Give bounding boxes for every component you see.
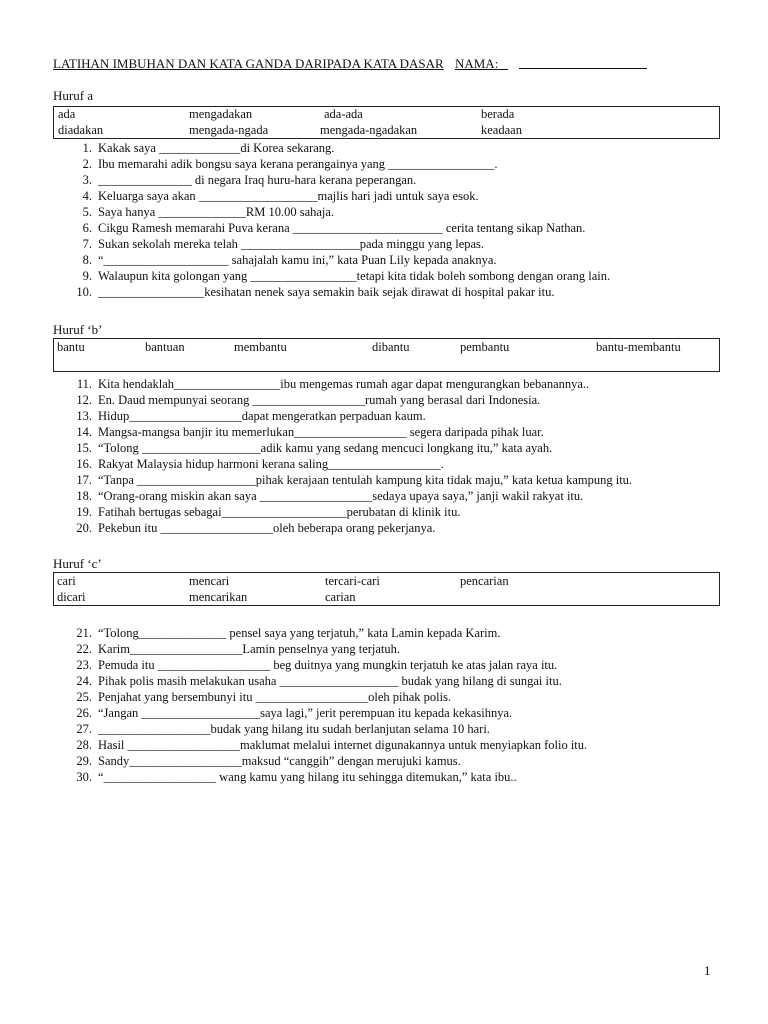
question-text: Rakyat Malaysia hidup harmoni kerana saling__________________. [98,457,444,471]
question-item [62,156,610,172]
question-text: “Tolong ___________________adik kamu yang sedang mencuci longkang itu,” kata ayah. [98,441,553,455]
question-item [62,673,587,689]
word-box-item: mengada-ngada [189,123,269,137]
question-number: 3. [82,173,92,187]
question-item [62,204,610,220]
question-number: 30. [76,770,92,784]
question-text: Kita hendaklah_________________ibu mengemas rumah agar dapat mengurangkan bebanannya.. [98,377,590,391]
section-b-title: Huruf ‘b’ [53,322,103,337]
word-box-item: diadakan [58,123,104,137]
question-number: 12. [76,393,92,407]
question-text: Sukan sekolah mereka telah ___________________pada minggu yang lepas. [98,237,485,251]
question-number: 21. [76,626,92,640]
question-text: “____________________ sahajalah kamu ini,” kata Puan Lily kepada anaknya. [98,253,497,267]
question-item [62,721,587,737]
question-item [62,641,587,657]
question-number: 7. [82,237,92,251]
word-box-item: ada [58,107,76,121]
word-box-item: tercari-cari [325,574,380,588]
question-item [62,689,587,705]
question-text: “Orang-orang miskin akan saya __________________sedaya upaya saya,” janji wakil rakyat itu. [98,489,584,503]
section-b-word-box [53,338,720,372]
question-item [62,488,632,504]
word-box-item: mencarikan [189,590,248,604]
question-number: 18. [76,489,92,503]
question-item [62,376,632,392]
question-item [62,424,632,440]
question-text: Karim__________________Lamin penselnya yang terjatuh. [98,642,401,656]
question-text: Cikgu Ramesh memarahi Puva kerana ________________________ cerita tentang sikap Nathan. [98,221,586,235]
question-number: 23. [76,658,92,672]
question-text: _________________kesihatan nenek saya semakin baik sejak dirawat di hospital pakar itu. [98,285,555,299]
question-item [62,408,632,424]
question-text: Hidup__________________dapat mengeratkan perpaduan kaum. [98,409,426,423]
question-number: 13. [76,409,92,423]
question-text: Fatihah bertugas sebagai____________________perubatan di klinik itu. [98,505,461,519]
question-text: Pemuda itu __________________ beg duitnya yang mungkin terjatuh ke atas jalan raya itu. [98,658,558,672]
question-number: 22. [76,642,92,656]
worksheet-header [53,56,647,72]
question-item [62,657,587,673]
question-text: Mangsa-mangsa banjir itu memerlukan__________________ segera daripada pihak luar. [98,425,544,439]
question-item [62,172,610,188]
question-text: Pihak polis masih melakukan usaha ___________________ budak yang hilang di sungai itu. [98,674,562,688]
question-number: 17. [76,473,92,487]
name-blank-line [519,68,647,69]
worksheet-title: LATIHAN IMBUHAN DAN KATA GANDA DARIPADA KATA DASAR [53,56,444,71]
section-a-questions [62,140,610,300]
question-text: Penjahat yang bersembunyi itu __________________oleh pihak polis. [98,690,452,704]
question-item [62,140,610,156]
question-item [62,268,610,284]
question-number: 16. [76,457,92,471]
question-item [62,520,632,536]
question-number: 9. [82,269,92,283]
question-item [62,625,587,641]
word-box-item: berada [481,107,515,121]
word-box-item: dicari [57,590,86,604]
question-text: Pekebun itu __________________oleh beberapa orang pekerjanya. [98,521,436,535]
question-number: 19. [76,505,92,519]
word-box-item: pembantu [460,340,510,354]
question-text: Walaupun kita golongan yang _________________tetapi kita tidak boleh sombong dengan orang lain. [98,269,611,283]
question-item [62,769,587,785]
question-text: Ibu memarahi adik bongsu saya kerana perangainya yang _________________. [98,157,498,171]
page-number: 1 [704,963,711,978]
question-number: 4. [82,189,92,203]
word-box-item: bantu-membantu [596,340,681,354]
question-text: Kakak saya _____________di Korea sekarang. [98,141,335,155]
question-item [62,753,587,769]
question-text: Sandy__________________maksud “canggih” dengan merujuki kamus. [98,754,461,768]
question-text: “Tanpa ___________________pihak kerajaan tentulah kampung kita tidak maju,” kata ketua kampung itu. [98,473,633,487]
word-box-item: cari [57,574,76,588]
question-text: __________________budak yang hilang itu sudah berlanjutan selama 10 hari. [98,722,490,736]
word-box-item: bantu [57,340,85,354]
question-text: “Tolong______________ pensel saya yang terjatuh,” kata Lamin kepada Karim. [98,626,501,640]
question-text: Saya hanya ______________RM 10.00 sahaja. [98,205,335,219]
word-box-item: membantu [234,340,287,354]
section-c-word-box [53,572,720,606]
question-item [62,472,632,488]
question-item [62,236,610,252]
section-a-word-box [53,106,720,139]
name-label: NAMA: _ [454,56,509,71]
word-box-item: keadaan [481,123,522,137]
question-number: 25. [76,690,92,704]
question-number: 11. [76,377,92,391]
question-number: 27. [76,722,92,736]
question-number: 2. [82,157,92,171]
question-number: 26. [76,706,92,720]
word-box-item: ada-ada [324,107,363,121]
word-box-item: mengada-ngadakan [320,123,418,137]
question-number: 15. [76,441,92,455]
question-text: Hasil __________________maklumat melalui internet digunakannya untuk menyiapkan folio itu. [98,738,588,752]
question-text: _______________ di negara Iraq huru-hara kerana peperangan. [98,173,417,187]
word-box-item: mengadakan [189,107,253,121]
question-number: 6. [82,221,92,235]
section-b-questions [62,376,632,536]
question-item [62,440,632,456]
question-item [62,188,610,204]
question-item [62,737,587,753]
question-number: 1. [82,141,92,155]
question-number: 14. [76,425,92,439]
question-number: 10. [76,285,92,299]
question-text: “Jangan ___________________saya lagi,” jerit perempuan itu kepada kekasihnya. [98,706,513,720]
word-box-item: mencari [189,574,230,588]
question-number: 28. [76,738,92,752]
question-item [62,504,632,520]
question-item [62,284,610,300]
question-number: 8. [82,253,92,267]
word-box-item: pencarian [460,574,509,588]
question-number: 5. [82,205,92,219]
question-item [62,252,610,268]
section-c-questions [62,625,587,785]
question-text: “__________________ wang kamu yang hilang itu sehingga ditemukan,” kata ibu.. [98,770,517,784]
word-box-item: dibantu [372,340,410,354]
section-c-title: Huruf ‘c’ [53,556,102,571]
word-box-item: carian [325,590,356,604]
word-box-item: bantuan [145,340,185,354]
question-text: En. Daud mempunyai seorang __________________rumah yang berasal dari Indonesia. [98,393,541,407]
question-item [62,456,632,472]
question-item [62,392,632,408]
question-item [62,705,587,721]
question-number: 24. [76,674,92,688]
question-item [62,220,610,236]
question-number: 20. [76,521,92,535]
section-a-title: Huruf a [53,88,94,103]
question-text: Keluarga saya akan ___________________majlis hari jadi untuk saya esok. [98,189,479,203]
question-number: 29. [76,754,92,768]
